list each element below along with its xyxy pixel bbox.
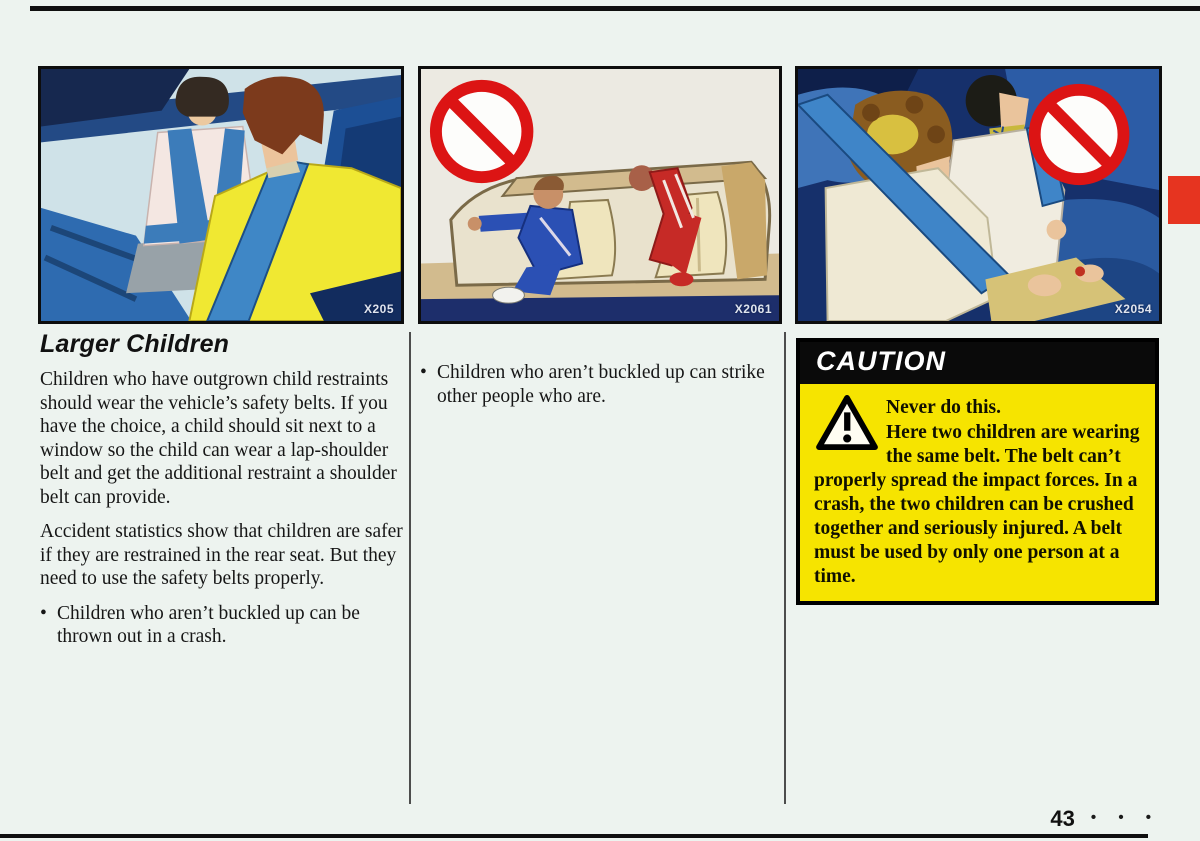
prohibition-icon	[436, 86, 527, 177]
column-divider	[409, 332, 411, 804]
body-paragraph: Accident statistics show that children are safer if they are restrained in the rear seat. But they need to use the safety belts properly.	[40, 521, 403, 589]
column-right	[796, 338, 1159, 605]
caution-lead: Never do this.	[886, 397, 1002, 418]
figure-shared-belt	[795, 66, 1162, 324]
body-paragraph: Children who have outgrown child restraints should wear the vehicle’s safety belts. If you have the choice, a child should sit next to a window so the child can wear a lap-shoulder belt and get the additional restraint a shoulder belt can provide.	[40, 369, 397, 508]
bullet-item	[40, 602, 406, 649]
figure-belted-passengers	[38, 66, 404, 324]
bullet-marker: •	[40, 602, 47, 624]
bottom-rule	[0, 834, 1148, 838]
caution-header	[800, 342, 1155, 384]
bullet-text: Children who aren’t buckled up can strike other people who are.	[437, 362, 765, 407]
figure-label: X2061	[734, 302, 772, 316]
caution-box	[796, 338, 1159, 605]
column-middle	[420, 358, 780, 408]
figure-unbuckled-thrown	[418, 66, 782, 324]
bullet-marker: •	[420, 362, 427, 383]
caution-body	[800, 384, 1155, 601]
prohibition-icon	[1035, 90, 1124, 179]
car-cutaway-illustration	[421, 69, 779, 321]
shared-belt-illustration	[798, 69, 1159, 321]
page-number-row	[1050, 806, 1160, 832]
bullet-item	[420, 361, 780, 408]
belted-passengers-illustration	[41, 69, 401, 321]
chapter-edge-tab	[1168, 176, 1200, 224]
figure-label: X2054	[1114, 302, 1152, 316]
page-number: 43	[1050, 806, 1075, 831]
caution-title: CAUTION	[816, 346, 946, 376]
top-rule	[30, 6, 1200, 11]
figure-label: X205	[363, 302, 394, 316]
page-dots: • • •	[1090, 809, 1160, 826]
caution-text: Here two children are wearing the same belt. The belt can’t properly spread the impact forces. In a crash, the two children can be crushed together and seriously injured. A belt must be used by only one person at a time.	[814, 422, 1140, 587]
warning-triangle-icon	[816, 395, 878, 451]
section-heading: Larger Children	[40, 330, 230, 358]
bullet-text: Children who aren’t buckled up can be thrown out in a crash.	[57, 602, 360, 647]
column-divider	[784, 332, 786, 804]
column-left	[40, 330, 406, 649]
